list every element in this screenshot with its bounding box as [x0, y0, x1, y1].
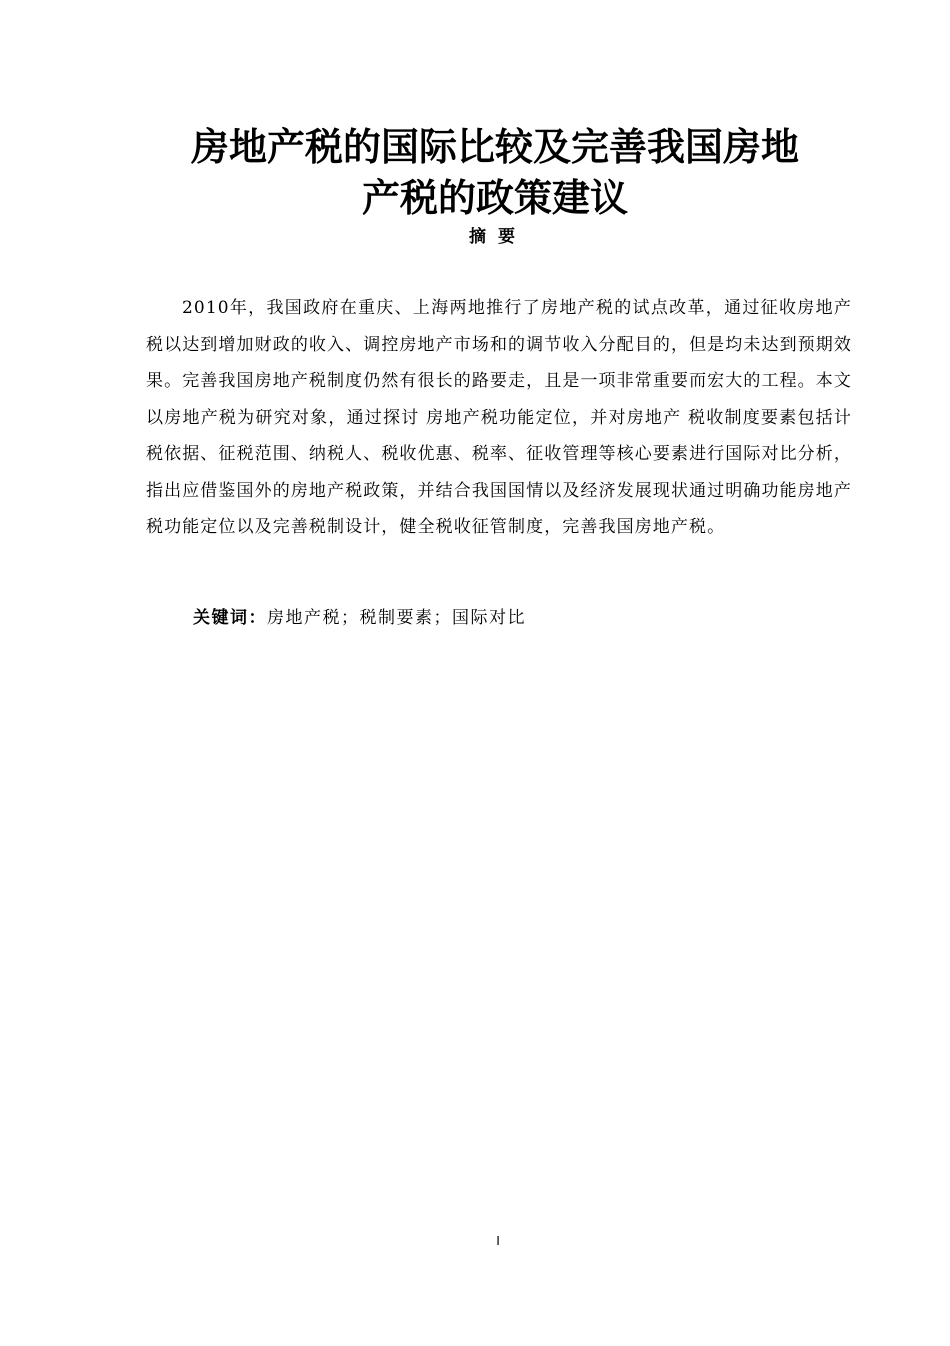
document-title: [130, 122, 860, 224]
title-line-2: 产税的政策建议: [361, 176, 628, 220]
abstract-paragraph: 2010年，我国政府在重庆、上海两地推行了房地产税的试点改革，通过征收房地产税以达到增加财政的收入、调控房地产市场和的调节收入分配目的，但是均未达到预期效果。完善我国房地产税制度仍然有很长的路要走，且是一项非常重要而宏大的工程。本文以房地产税为研究对象，通过探讨 房地产税功能定位，并对房地产 税收制度要素包括计税依据、征税范围、纳税人、税收优惠、税率、征收管理等核心要素进行国际对比分析，指出应借鉴国外的房地产税政策，并结合我国国情以及经济发展现状通过明确功能房地产税功能定位以及完善税制设计，健全税收征管制度，完善我国房地产税。: [146, 298, 852, 537]
page-number: I: [496, 1233, 500, 1248]
title-line-1: 房地产税的国际比较及完善我国房地: [190, 125, 799, 169]
keywords-value: 房地产税；税制要素；国际对比: [267, 608, 526, 628]
keywords-label: 关键词：: [193, 608, 267, 628]
keywords-line: [193, 603, 853, 633]
abstract-heading: 摘要: [469, 227, 527, 247]
